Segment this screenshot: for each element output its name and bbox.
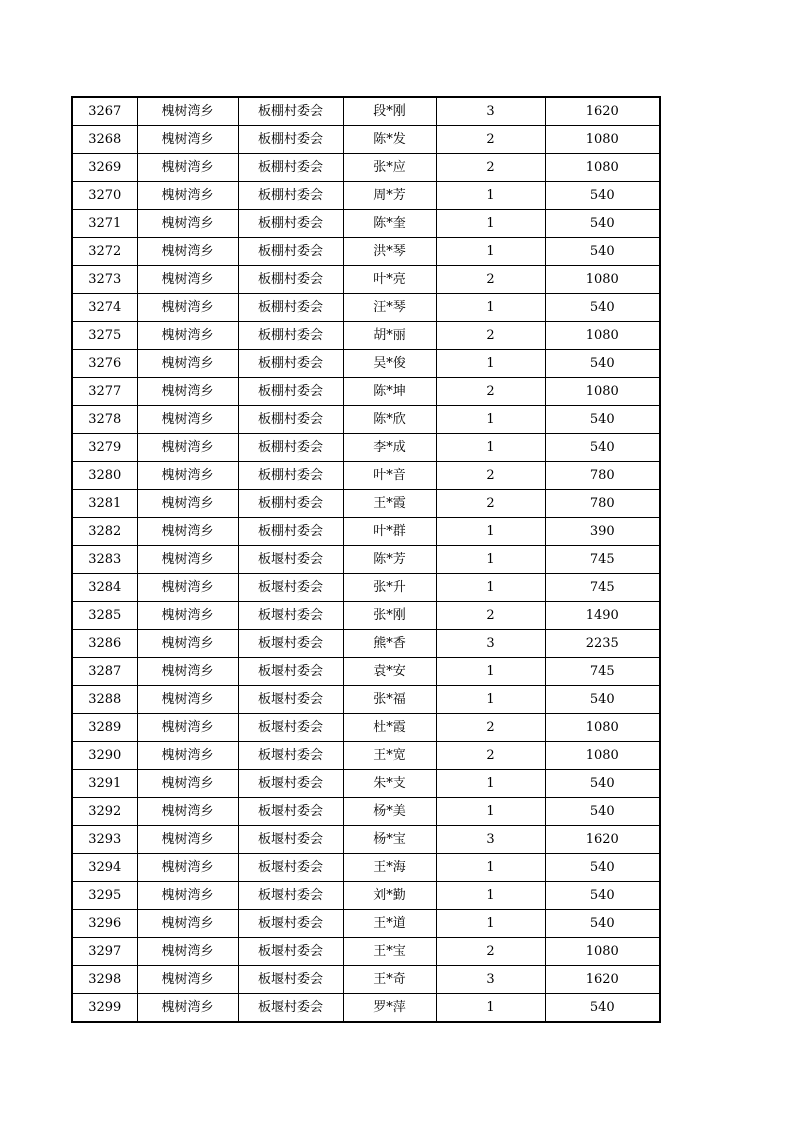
row-number-cell: 3269 xyxy=(72,154,137,182)
name-cell: 张*升 xyxy=(343,574,436,602)
town-cell: 槐树湾乡 xyxy=(137,994,238,1023)
amount-cell: 1080 xyxy=(545,154,660,182)
row-number-cell: 3297 xyxy=(72,938,137,966)
amount-cell: 1490 xyxy=(545,602,660,630)
person-count-cell: 1 xyxy=(436,350,545,378)
row-number-cell: 3294 xyxy=(72,854,137,882)
table-row xyxy=(72,966,660,994)
table-row xyxy=(72,882,660,910)
table-row xyxy=(72,574,660,602)
town-cell: 槐树湾乡 xyxy=(137,770,238,798)
person-count-cell: 2 xyxy=(436,938,545,966)
table-row xyxy=(72,910,660,938)
person-count-cell: 1 xyxy=(436,182,545,210)
town-cell: 槐树湾乡 xyxy=(137,294,238,322)
table-row xyxy=(72,406,660,434)
town-cell: 槐树湾乡 xyxy=(137,350,238,378)
village-committee-cell: 板堰村委会 xyxy=(238,966,343,994)
person-count-cell: 2 xyxy=(436,126,545,154)
person-count-cell: 3 xyxy=(436,97,545,126)
name-cell: 朱*支 xyxy=(343,770,436,798)
person-count-cell: 2 xyxy=(436,266,545,294)
name-cell: 王*霞 xyxy=(343,490,436,518)
village-committee-cell: 板棚村委会 xyxy=(238,97,343,126)
amount-cell: 540 xyxy=(545,182,660,210)
table-row xyxy=(72,854,660,882)
table-row xyxy=(72,322,660,350)
name-cell: 陈*芳 xyxy=(343,546,436,574)
row-number-cell: 3272 xyxy=(72,238,137,266)
village-committee-cell: 板棚村委会 xyxy=(238,182,343,210)
amount-cell: 540 xyxy=(545,238,660,266)
amount-cell: 1080 xyxy=(545,322,660,350)
table-row xyxy=(72,518,660,546)
row-number-cell: 3279 xyxy=(72,434,137,462)
village-committee-cell: 板棚村委会 xyxy=(238,518,343,546)
table-row xyxy=(72,546,660,574)
town-cell: 槐树湾乡 xyxy=(137,238,238,266)
amount-cell: 1080 xyxy=(545,378,660,406)
row-number-cell: 3290 xyxy=(72,742,137,770)
town-cell: 槐树湾乡 xyxy=(137,97,238,126)
amount-cell: 1620 xyxy=(545,966,660,994)
person-count-cell: 2 xyxy=(436,602,545,630)
amount-cell: 540 xyxy=(545,350,660,378)
village-committee-cell: 板堰村委会 xyxy=(238,630,343,658)
name-cell: 胡*丽 xyxy=(343,322,436,350)
name-cell: 张*福 xyxy=(343,686,436,714)
town-cell: 槐树湾乡 xyxy=(137,406,238,434)
amount-cell: 540 xyxy=(545,910,660,938)
table-row xyxy=(72,210,660,238)
amount-cell: 1080 xyxy=(545,714,660,742)
village-committee-cell: 板堰村委会 xyxy=(238,938,343,966)
row-number-cell: 3291 xyxy=(72,770,137,798)
person-count-cell: 1 xyxy=(436,294,545,322)
name-cell: 周*芳 xyxy=(343,182,436,210)
village-committee-cell: 板堰村委会 xyxy=(238,574,343,602)
person-count-cell: 1 xyxy=(436,658,545,686)
person-count-cell: 2 xyxy=(436,742,545,770)
village-committee-cell: 板堰村委会 xyxy=(238,770,343,798)
village-committee-cell: 板棚村委会 xyxy=(238,462,343,490)
row-number-cell: 3287 xyxy=(72,658,137,686)
village-committee-cell: 板堰村委会 xyxy=(238,854,343,882)
amount-cell: 540 xyxy=(545,210,660,238)
name-cell: 王*道 xyxy=(343,910,436,938)
person-count-cell: 2 xyxy=(436,378,545,406)
table-row xyxy=(72,266,660,294)
village-committee-cell: 板堰村委会 xyxy=(238,658,343,686)
town-cell: 槐树湾乡 xyxy=(137,742,238,770)
person-count-cell: 2 xyxy=(436,322,545,350)
person-count-cell: 1 xyxy=(436,210,545,238)
table-row xyxy=(72,126,660,154)
amount-cell: 780 xyxy=(545,490,660,518)
table-row xyxy=(72,630,660,658)
amount-cell: 540 xyxy=(545,882,660,910)
table-row xyxy=(72,97,660,126)
amount-cell: 1080 xyxy=(545,938,660,966)
town-cell: 槐树湾乡 xyxy=(137,322,238,350)
town-cell: 槐树湾乡 xyxy=(137,518,238,546)
person-count-cell: 2 xyxy=(436,714,545,742)
village-committee-cell: 板堰村委会 xyxy=(238,546,343,574)
person-count-cell: 1 xyxy=(436,854,545,882)
village-committee-cell: 板堰村委会 xyxy=(238,602,343,630)
village-committee-cell: 板堰村委会 xyxy=(238,742,343,770)
amount-cell: 540 xyxy=(545,686,660,714)
row-number-cell: 3284 xyxy=(72,574,137,602)
village-committee-cell: 板棚村委会 xyxy=(238,238,343,266)
row-number-cell: 3288 xyxy=(72,686,137,714)
person-count-cell: 1 xyxy=(436,910,545,938)
village-committee-cell: 板堰村委会 xyxy=(238,686,343,714)
row-number-cell: 3292 xyxy=(72,798,137,826)
name-cell: 杨*美 xyxy=(343,798,436,826)
town-cell: 槐树湾乡 xyxy=(137,462,238,490)
person-count-cell: 3 xyxy=(436,630,545,658)
table-row xyxy=(72,686,660,714)
name-cell: 陈*发 xyxy=(343,126,436,154)
amount-cell: 1620 xyxy=(545,97,660,126)
row-number-cell: 3293 xyxy=(72,826,137,854)
row-number-cell: 3295 xyxy=(72,882,137,910)
amount-cell: 540 xyxy=(545,994,660,1023)
row-number-cell: 3274 xyxy=(72,294,137,322)
row-number-cell: 3278 xyxy=(72,406,137,434)
data-table xyxy=(71,96,661,1023)
name-cell: 王*宽 xyxy=(343,742,436,770)
village-committee-cell: 板棚村委会 xyxy=(238,350,343,378)
row-number-cell: 3296 xyxy=(72,910,137,938)
table-row xyxy=(72,658,660,686)
town-cell: 槐树湾乡 xyxy=(137,686,238,714)
name-cell: 李*成 xyxy=(343,434,436,462)
person-count-cell: 1 xyxy=(436,686,545,714)
row-number-cell: 3299 xyxy=(72,994,137,1023)
village-committee-cell: 板堰村委会 xyxy=(238,826,343,854)
row-number-cell: 3286 xyxy=(72,630,137,658)
name-cell: 王*奇 xyxy=(343,966,436,994)
town-cell: 槐树湾乡 xyxy=(137,966,238,994)
person-count-cell: 1 xyxy=(436,518,545,546)
row-number-cell: 3289 xyxy=(72,714,137,742)
town-cell: 槐树湾乡 xyxy=(137,882,238,910)
amount-cell: 745 xyxy=(545,546,660,574)
amount-cell: 390 xyxy=(545,518,660,546)
town-cell: 槐树湾乡 xyxy=(137,910,238,938)
amount-cell: 540 xyxy=(545,854,660,882)
person-count-cell: 1 xyxy=(436,406,545,434)
name-cell: 熊*香 xyxy=(343,630,436,658)
table-row xyxy=(72,938,660,966)
name-cell: 刘*勤 xyxy=(343,882,436,910)
village-committee-cell: 板棚村委会 xyxy=(238,378,343,406)
town-cell: 槐树湾乡 xyxy=(137,434,238,462)
name-cell: 陈*奎 xyxy=(343,210,436,238)
village-committee-cell: 板棚村委会 xyxy=(238,266,343,294)
name-cell: 王*海 xyxy=(343,854,436,882)
row-number-cell: 3280 xyxy=(72,462,137,490)
table-row xyxy=(72,434,660,462)
name-cell: 罗*萍 xyxy=(343,994,436,1023)
amount-cell: 780 xyxy=(545,462,660,490)
town-cell: 槐树湾乡 xyxy=(137,630,238,658)
table-row xyxy=(72,770,660,798)
row-number-cell: 3267 xyxy=(72,97,137,126)
amount-cell: 745 xyxy=(545,574,660,602)
name-cell: 叶*音 xyxy=(343,462,436,490)
amount-cell: 540 xyxy=(545,798,660,826)
village-committee-cell: 板棚村委会 xyxy=(238,294,343,322)
village-committee-cell: 板棚村委会 xyxy=(238,154,343,182)
town-cell: 槐树湾乡 xyxy=(137,546,238,574)
row-number-cell: 3283 xyxy=(72,546,137,574)
town-cell: 槐树湾乡 xyxy=(137,602,238,630)
person-count-cell: 1 xyxy=(436,434,545,462)
town-cell: 槐树湾乡 xyxy=(137,714,238,742)
village-committee-cell: 板堰村委会 xyxy=(238,994,343,1023)
amount-cell: 1080 xyxy=(545,266,660,294)
amount-cell: 540 xyxy=(545,434,660,462)
amount-cell: 540 xyxy=(545,770,660,798)
name-cell: 叶*群 xyxy=(343,518,436,546)
person-count-cell: 3 xyxy=(436,966,545,994)
town-cell: 槐树湾乡 xyxy=(137,658,238,686)
table-row xyxy=(72,798,660,826)
amount-cell: 540 xyxy=(545,406,660,434)
table-row xyxy=(72,378,660,406)
row-number-cell: 3273 xyxy=(72,266,137,294)
village-committee-cell: 板棚村委会 xyxy=(238,322,343,350)
amount-cell: 1080 xyxy=(545,742,660,770)
town-cell: 槐树湾乡 xyxy=(137,154,238,182)
name-cell: 叶*亮 xyxy=(343,266,436,294)
town-cell: 槐树湾乡 xyxy=(137,126,238,154)
name-cell: 洪*琴 xyxy=(343,238,436,266)
amount-cell: 1080 xyxy=(545,126,660,154)
person-count-cell: 1 xyxy=(436,546,545,574)
town-cell: 槐树湾乡 xyxy=(137,182,238,210)
amount-cell: 1620 xyxy=(545,826,660,854)
table-row xyxy=(72,294,660,322)
table-row xyxy=(72,826,660,854)
table-row xyxy=(72,182,660,210)
person-count-cell: 1 xyxy=(436,882,545,910)
person-count-cell: 2 xyxy=(436,154,545,182)
village-committee-cell: 板堰村委会 xyxy=(238,714,343,742)
village-committee-cell: 板棚村委会 xyxy=(238,490,343,518)
town-cell: 槐树湾乡 xyxy=(137,210,238,238)
amount-cell: 540 xyxy=(545,294,660,322)
town-cell: 槐树湾乡 xyxy=(137,938,238,966)
name-cell: 杜*霞 xyxy=(343,714,436,742)
amount-cell: 2235 xyxy=(545,630,660,658)
name-cell: 袁*安 xyxy=(343,658,436,686)
town-cell: 槐树湾乡 xyxy=(137,266,238,294)
row-number-cell: 3275 xyxy=(72,322,137,350)
name-cell: 段*刚 xyxy=(343,97,436,126)
name-cell: 张*应 xyxy=(343,154,436,182)
village-committee-cell: 板棚村委会 xyxy=(238,210,343,238)
table-body xyxy=(72,97,660,1022)
village-committee-cell: 板棚村委会 xyxy=(238,434,343,462)
person-count-cell: 3 xyxy=(436,826,545,854)
village-committee-cell: 板堰村委会 xyxy=(238,882,343,910)
row-number-cell: 3271 xyxy=(72,210,137,238)
person-count-cell: 1 xyxy=(436,770,545,798)
town-cell: 槐树湾乡 xyxy=(137,854,238,882)
table-row xyxy=(72,714,660,742)
row-number-cell: 3268 xyxy=(72,126,137,154)
name-cell: 陈*坤 xyxy=(343,378,436,406)
village-committee-cell: 板棚村委会 xyxy=(238,126,343,154)
row-number-cell: 3285 xyxy=(72,602,137,630)
row-number-cell: 3270 xyxy=(72,182,137,210)
name-cell: 汪*琴 xyxy=(343,294,436,322)
table-row xyxy=(72,238,660,266)
town-cell: 槐树湾乡 xyxy=(137,574,238,602)
row-number-cell: 3276 xyxy=(72,350,137,378)
person-count-cell: 2 xyxy=(436,490,545,518)
table-row xyxy=(72,602,660,630)
town-cell: 槐树湾乡 xyxy=(137,490,238,518)
row-number-cell: 3277 xyxy=(72,378,137,406)
name-cell: 吴*俊 xyxy=(343,350,436,378)
table-row xyxy=(72,350,660,378)
village-committee-cell: 板堰村委会 xyxy=(238,798,343,826)
town-cell: 槐树湾乡 xyxy=(137,826,238,854)
village-committee-cell: 板棚村委会 xyxy=(238,406,343,434)
row-number-cell: 3282 xyxy=(72,518,137,546)
person-count-cell: 2 xyxy=(436,462,545,490)
person-count-cell: 1 xyxy=(436,238,545,266)
table-row xyxy=(72,154,660,182)
person-count-cell: 1 xyxy=(436,798,545,826)
table-row xyxy=(72,462,660,490)
town-cell: 槐树湾乡 xyxy=(137,798,238,826)
village-committee-cell: 板堰村委会 xyxy=(238,910,343,938)
row-number-cell: 3281 xyxy=(72,490,137,518)
row-number-cell: 3298 xyxy=(72,966,137,994)
name-cell: 王*宝 xyxy=(343,938,436,966)
amount-cell: 745 xyxy=(545,658,660,686)
name-cell: 陈*欣 xyxy=(343,406,436,434)
table-row xyxy=(72,490,660,518)
table-row xyxy=(72,994,660,1023)
table-row xyxy=(72,742,660,770)
person-count-cell: 1 xyxy=(436,994,545,1023)
person-count-cell: 1 xyxy=(436,574,545,602)
town-cell: 槐树湾乡 xyxy=(137,378,238,406)
name-cell: 张*刚 xyxy=(343,602,436,630)
name-cell: 杨*宝 xyxy=(343,826,436,854)
